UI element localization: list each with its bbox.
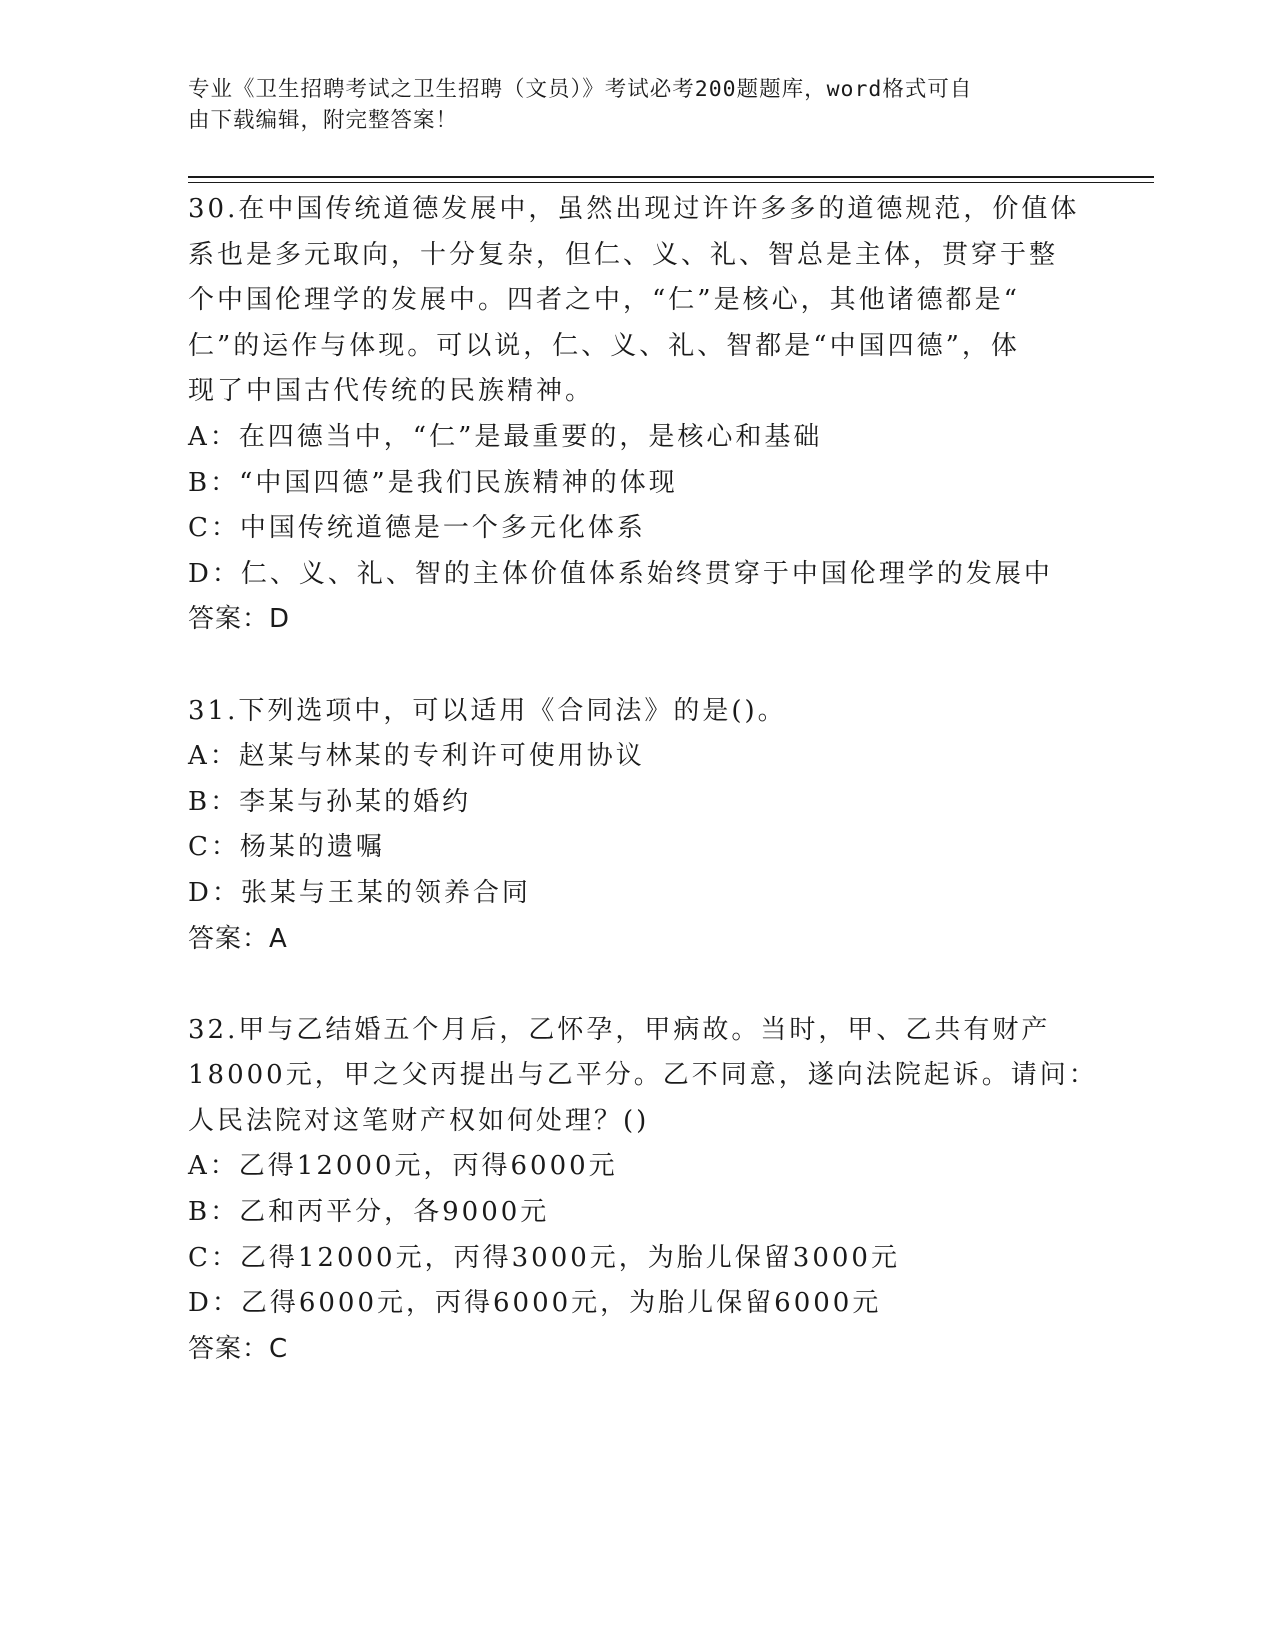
option-a: A：乙得12000元，丙得6000元 xyxy=(188,1151,618,1182)
document-header xyxy=(188,74,1088,136)
question-stem-line: 现了中国古代传统的民族精神。 xyxy=(188,376,595,407)
question-spacer xyxy=(188,962,1108,1008)
question-30 xyxy=(188,187,1108,643)
question-stem-line: 仁”的运作与体现。可以说，仁、义、礼、智都是“中国四德”，体 xyxy=(188,330,1020,361)
question-stem-line: 32.甲与乙结婚五个月后，乙怀孕，甲病故。当时，甲、乙共有财产 xyxy=(188,1014,1051,1045)
question-stem-line: 31.下列选项中，可以适用《合同法》的是()。 xyxy=(188,695,787,726)
option-d: D：张某与王某的领养合同 xyxy=(188,877,531,908)
header-line-2: 由下载编辑，附完整答案！ xyxy=(188,108,459,133)
question-31 xyxy=(188,689,1108,963)
option-a: A：赵某与林某的专利许可使用协议 xyxy=(188,741,645,772)
answer-label: 答案：D xyxy=(188,604,291,635)
option-c: C：乙得12000元，丙得3000元，为胎儿保留3000元 xyxy=(188,1242,900,1273)
question-stem-line: 个中国伦理学的发展中。四者之中，“仁”是核心，其他诸德都是“ xyxy=(188,285,1020,316)
answer-label: 答案：C xyxy=(188,1333,289,1364)
option-a: A：在四德当中，“仁”是最重要的，是核心和基础 xyxy=(188,421,823,452)
header-divider-thin xyxy=(188,182,1154,183)
question-stem-line: 18000元，甲之父丙提出与乙平分。乙不同意，遂向法院起诉。请问： xyxy=(188,1060,1098,1091)
question-32 xyxy=(188,1008,1108,1373)
answer-label: 答案：A xyxy=(188,923,288,954)
header-line-1: 专业《卫生招聘考试之卫生招聘（文员）》考试必考200题题库，word格式可自 xyxy=(188,77,973,102)
option-c: C：杨某的遗嘱 xyxy=(188,832,385,863)
question-stem-line: 30.在中国传统道德发展中，虽然出现过许许多多的道德规范，价值体 xyxy=(188,194,1080,224)
header-divider-thick xyxy=(188,176,1154,178)
option-b: B：乙和丙平分，各9000元 xyxy=(188,1197,550,1228)
option-b: B：李某与孙某的婚约 xyxy=(188,786,472,817)
question-list xyxy=(188,187,1108,1372)
question-stem-line: 人民法院对这笔财产权如何处理？() xyxy=(188,1105,650,1136)
question-spacer xyxy=(188,643,1108,689)
option-d: D：乙得6000元，丙得6000元，为胎儿保留6000元 xyxy=(188,1288,882,1319)
option-c: C：中国传统道德是一个多元化体系 xyxy=(188,513,646,544)
question-stem-line: 系也是多元取向，十分复杂，但仁、义、礼、智总是主体，贯穿于整 xyxy=(188,239,1059,270)
option-d: D：仁、义、礼、智的主体价值体系始终贯穿于中国伦理学的发展中 xyxy=(188,558,1053,589)
option-b: B：“中国四德”是我们民族精神的体现 xyxy=(188,467,678,498)
